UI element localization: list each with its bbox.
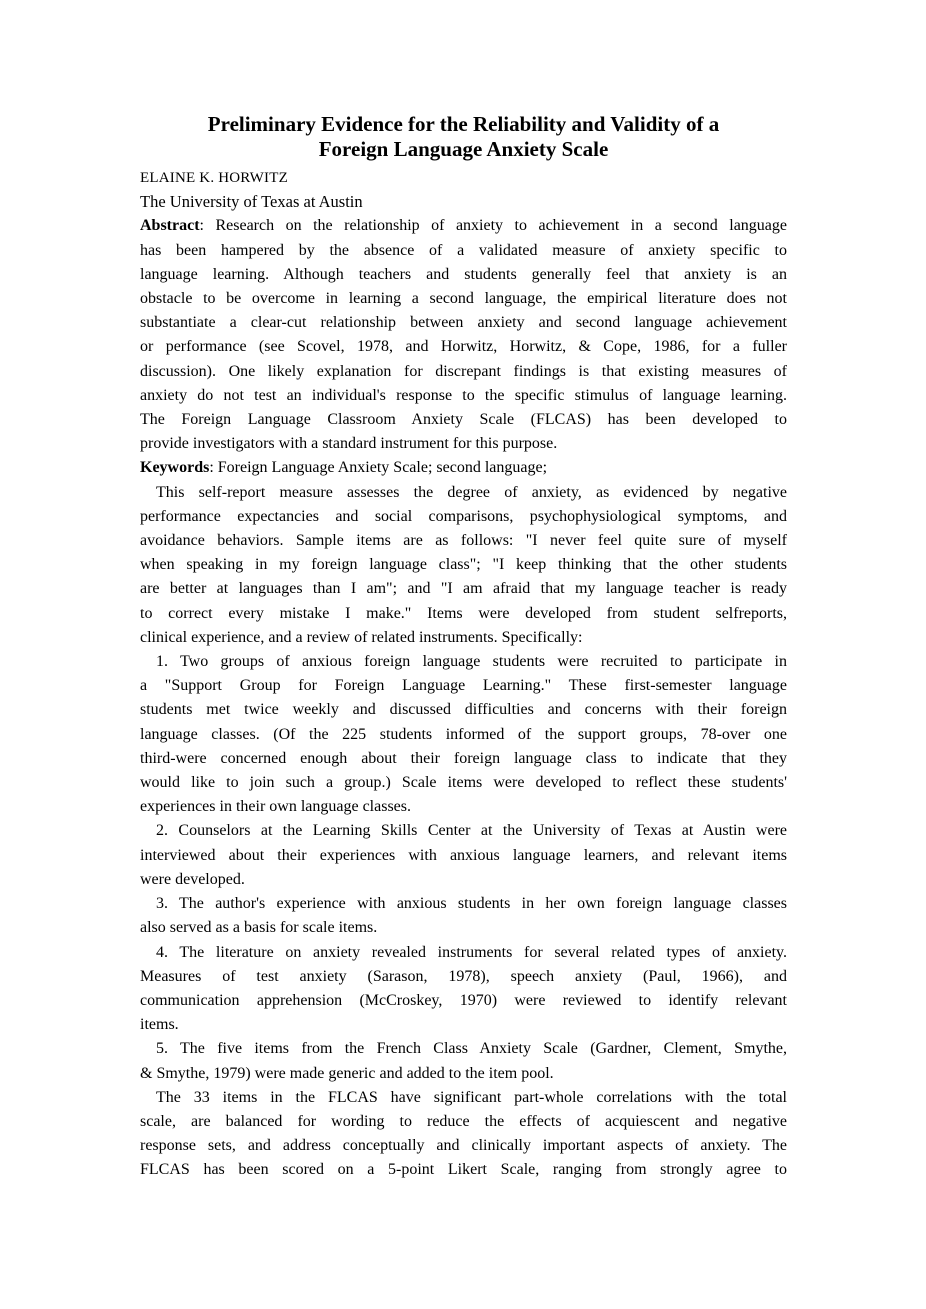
text-line: to correct every mistake I make." Items were developed from student selfreports,: [140, 604, 787, 622]
text-line: This self-report measure assesses the degree of anxiety, as evidenced by negative: [156, 483, 787, 501]
text-line: Keywords: Foreign Language Anxiety Scale; second language;: [140, 459, 548, 477]
text-line: would like to join such a group.) Scale items were developed to reflect these students': [140, 774, 787, 792]
text-line: obstacle to be overcome in learning a second language, the empirical literature does not: [140, 290, 787, 308]
text-line: language classes. (Of the 225 students informed of the support groups, 78-over one: [140, 725, 787, 743]
paragraph-abstract: [140, 214, 787, 456]
text-line: communication apprehension (McCroskey, 1970) were reviewed to identify relevant: [140, 991, 787, 1009]
text-line: Measures of test anxiety (Sarason, 1978), speech anxiety (Paul, 1966), and: [140, 967, 787, 985]
text-line: provide investigators with a standard instrument for this purpose.: [140, 435, 558, 453]
text-line: or performance (see Scovel, 1978, and Horwitz, Horwitz, & Cope, 1986, for a fuller: [140, 338, 787, 356]
text-line: were developed.: [140, 870, 245, 888]
text-line: 3. The author's experience with anxious students in her own foreign language classes: [156, 895, 787, 913]
text-line: third-were concerned enough about their foreign language class to indicate that they: [140, 749, 787, 767]
paragraph-lead-label: Abstract: [140, 217, 200, 235]
text-line: interviewed about their experiences with anxious language learners, and relevant items: [140, 846, 787, 864]
text-line: language learning. Although teachers and students generally feel that anxiety is an: [140, 265, 787, 283]
text-line: has been hampered by the absence of a validated measure of anxiety specific to: [140, 241, 787, 259]
text-line: performance expectancies and social comparisons, psychophysiological symptoms, and: [140, 507, 787, 525]
text-line: avoidance behaviors. Sample items are as follows: "I never feel quite sure of myself: [140, 532, 787, 550]
paper-title: [140, 112, 787, 162]
text-line: when speaking in my foreign language class"; "I keep thinking that the other students: [140, 556, 787, 574]
paragraph-measure-description: [140, 481, 787, 650]
text-line: & Smythe, 1979) were made generic and added to the item pool.: [140, 1064, 554, 1082]
text-line: items.: [140, 1016, 179, 1034]
text-line: FLCAS has been scored on a 5-point Likert Scale, ranging from strongly agree to: [140, 1161, 787, 1179]
text-line: scale, are balanced for wording to reduce the effects of acquiescent and negative: [140, 1112, 787, 1130]
paragraph-item-2: [140, 819, 787, 892]
text-line: are better at languages than I am"; and "I am afraid that my language teacher is ready: [140, 580, 787, 598]
paper-title-line-1: Preliminary Evidence for the Reliability and Validity of a: [207, 112, 720, 136]
paper-title-line-2: Foreign Language Anxiety Scale: [318, 137, 609, 161]
paragraph-item-3: [140, 892, 787, 940]
paragraph-item-1: [140, 650, 787, 819]
text-line: discussion). One likely explanation for discrepant findings is that existing measures of: [140, 362, 787, 380]
paragraph-lead-label: Keywords: [140, 459, 210, 477]
text-line: clinical experience, and a review of related instruments. Specifically:: [140, 628, 583, 646]
text-line: substantiate a clear-cut relationship between anxiety and second language achievement: [140, 314, 787, 332]
text-line: experiences in their own language classes.: [140, 798, 412, 816]
paragraph-item-5: [140, 1037, 787, 1085]
paragraph-flcas-scoring: [140, 1086, 787, 1183]
text-line: students met twice weekly and discussed difficulties and concerns with their foreign: [140, 701, 787, 719]
author-affiliation: The University of Texas at Austin: [140, 192, 363, 212]
paragraph-keywords: [140, 456, 787, 480]
text-line: a "Support Group for Foreign Language Learning." These first-semester language: [140, 677, 787, 695]
text-line: Abstract: Research on the relationship of anxiety to achievement in a second language: [140, 217, 787, 235]
text-line: also served as a basis for scale items.: [140, 919, 378, 937]
text-line: 5. The five items from the French Class Anxiety Scale (Gardner, Clement, Smythe,: [156, 1040, 787, 1058]
author-name: ELAINE K. HORWITZ: [140, 170, 288, 186]
text-line: response sets, and address conceptually and clinically important aspects of anxiety. The: [140, 1137, 787, 1155]
document-body: [140, 214, 787, 1182]
paragraph-item-4: [140, 941, 787, 1038]
text-line: The Foreign Language Classroom Anxiety Scale (FLCAS) has been developed to: [140, 411, 787, 429]
text-line: anxiety do not test an individual's response to the specific stimulus of language learning.: [140, 386, 787, 404]
text-line: 1. Two groups of anxious foreign language students were recruited to participate in: [156, 653, 787, 671]
text-line: The 33 items in the FLCAS have significant part-whole correlations with the total: [156, 1088, 787, 1106]
text-line: 4. The literature on anxiety revealed instruments for several related types of anxiety.: [156, 943, 787, 961]
text-line: 2. Counselors at the Learning Skills Center at the University of Texas at Austin were: [156, 822, 787, 840]
